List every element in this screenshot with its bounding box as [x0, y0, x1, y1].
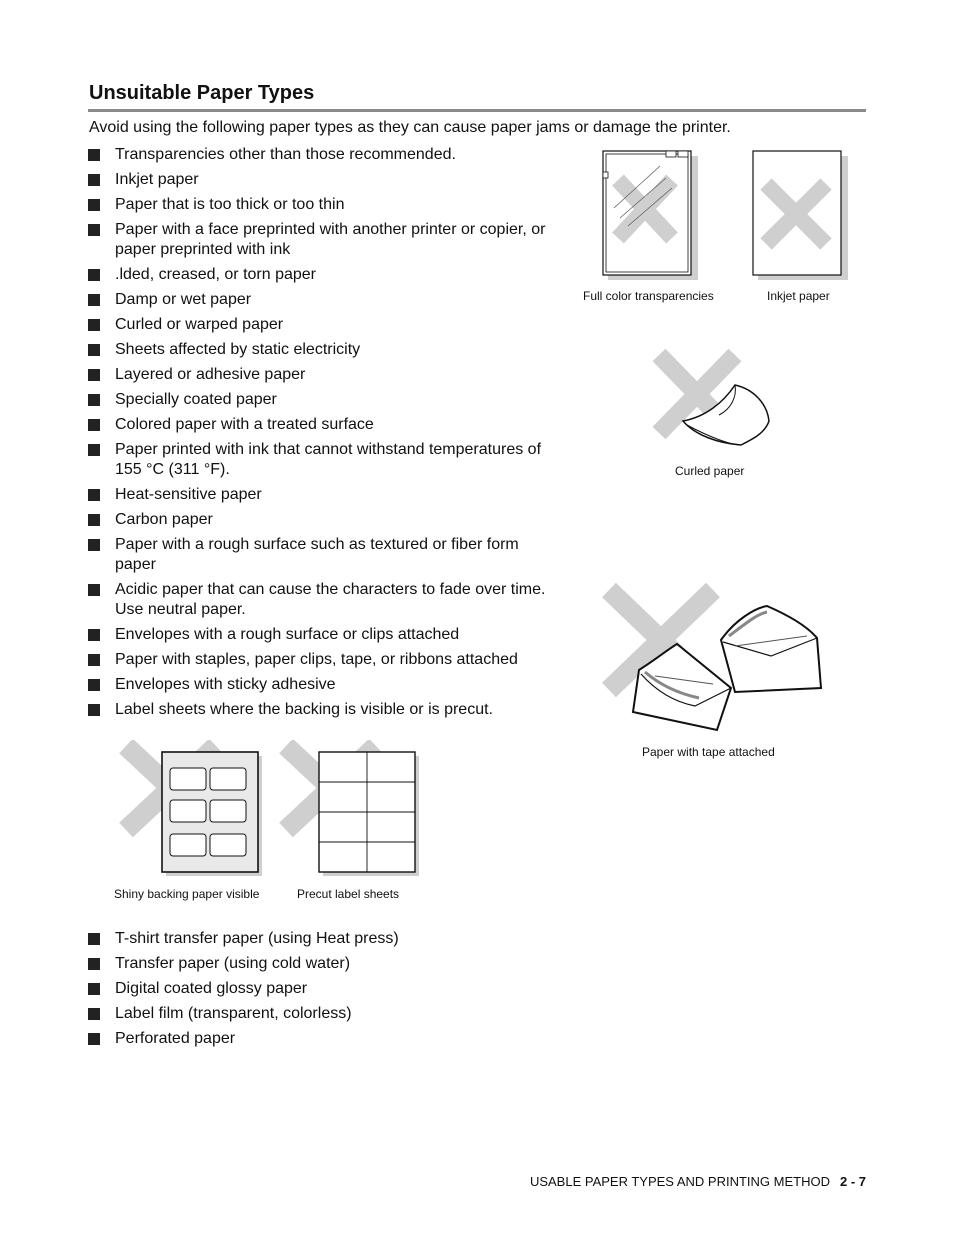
page-footer	[530, 1174, 866, 1189]
list-item: Colored paper with a treated surface	[88, 415, 558, 435]
caption-precut: Precut label sheets	[297, 887, 400, 901]
list-item: Paper with staples, paper clips, tape, or ribbons attached	[88, 650, 558, 670]
list-item: Envelopes with a rough surface or clips attached	[88, 625, 558, 645]
list-item: Perforated paper	[88, 1029, 558, 1049]
list-item: Paper with a face preprinted with another printer or copier, or paper preprinted with ink	[88, 220, 558, 260]
list-item: Digital coated glossy paper	[88, 979, 558, 999]
caption-tape: Paper with tape attached	[642, 745, 775, 759]
page-number: 2 - 7	[839, 1174, 866, 1189]
list-item: Paper that is too thick or too thin	[88, 195, 558, 215]
unsuitable-paper-list	[88, 145, 558, 725]
transparencies-figure	[600, 148, 702, 284]
list-item: Specially coated paper	[88, 390, 558, 410]
list-item: Envelopes with sticky adhesive	[88, 675, 558, 695]
curled-paper-figure	[645, 345, 780, 455]
list-item: Paper with a rough surface such as textured or fiber form paper	[88, 535, 558, 575]
list-item: T-shirt transfer paper (using Heat press)	[88, 929, 558, 949]
caption-shiny: Shiny backing paper visible	[114, 887, 260, 901]
page-heading: Unsuitable Paper Types	[89, 82, 315, 104]
list-item: Curled or warped paper	[88, 315, 558, 335]
envelopes-figure	[595, 580, 830, 740]
list-item: .lded, creased, or torn paper	[88, 265, 558, 285]
list-item: Inkjet paper	[88, 170, 558, 190]
list-item: Sheets affected by static electricity	[88, 340, 558, 360]
list-item: Carbon paper	[88, 510, 558, 530]
unsuitable-paper-list-continued	[88, 929, 558, 1054]
list-item: Transparencies other than those recommended.	[88, 145, 558, 165]
caption-transparencies: Full color transparencies	[583, 289, 714, 303]
heading-rule	[88, 109, 866, 112]
list-item: Label film (transparent, colorless)	[88, 1004, 558, 1024]
inkjet-figure	[750, 148, 852, 284]
caption-inkjet: Inkjet paper	[767, 289, 830, 303]
list-item: Label sheets where the backing is visible or is precut.	[88, 700, 558, 720]
precut-label-figure	[278, 740, 423, 878]
list-item: Heat-sensitive paper	[88, 485, 558, 505]
caption-curled: Curled paper	[675, 464, 745, 478]
list-item: Transfer paper (using cold water)	[88, 954, 558, 974]
list-item: Paper printed with ink that cannot withstand temperatures of 155 °C (311 °F).	[88, 440, 558, 480]
intro-text: Avoid using the following paper types as they can cause paper jams or damage the printer.	[89, 119, 731, 136]
footer-section-title: USABLE PAPER TYPES AND PRINTING METHOD	[529, 1174, 830, 1189]
list-item: Layered or adhesive paper	[88, 365, 558, 385]
list-item: Damp or wet paper	[88, 290, 558, 310]
shiny-backing-figure	[118, 740, 268, 878]
list-item: Acidic paper that can cause the characters to fade over time. Use neutral paper.	[88, 580, 558, 620]
